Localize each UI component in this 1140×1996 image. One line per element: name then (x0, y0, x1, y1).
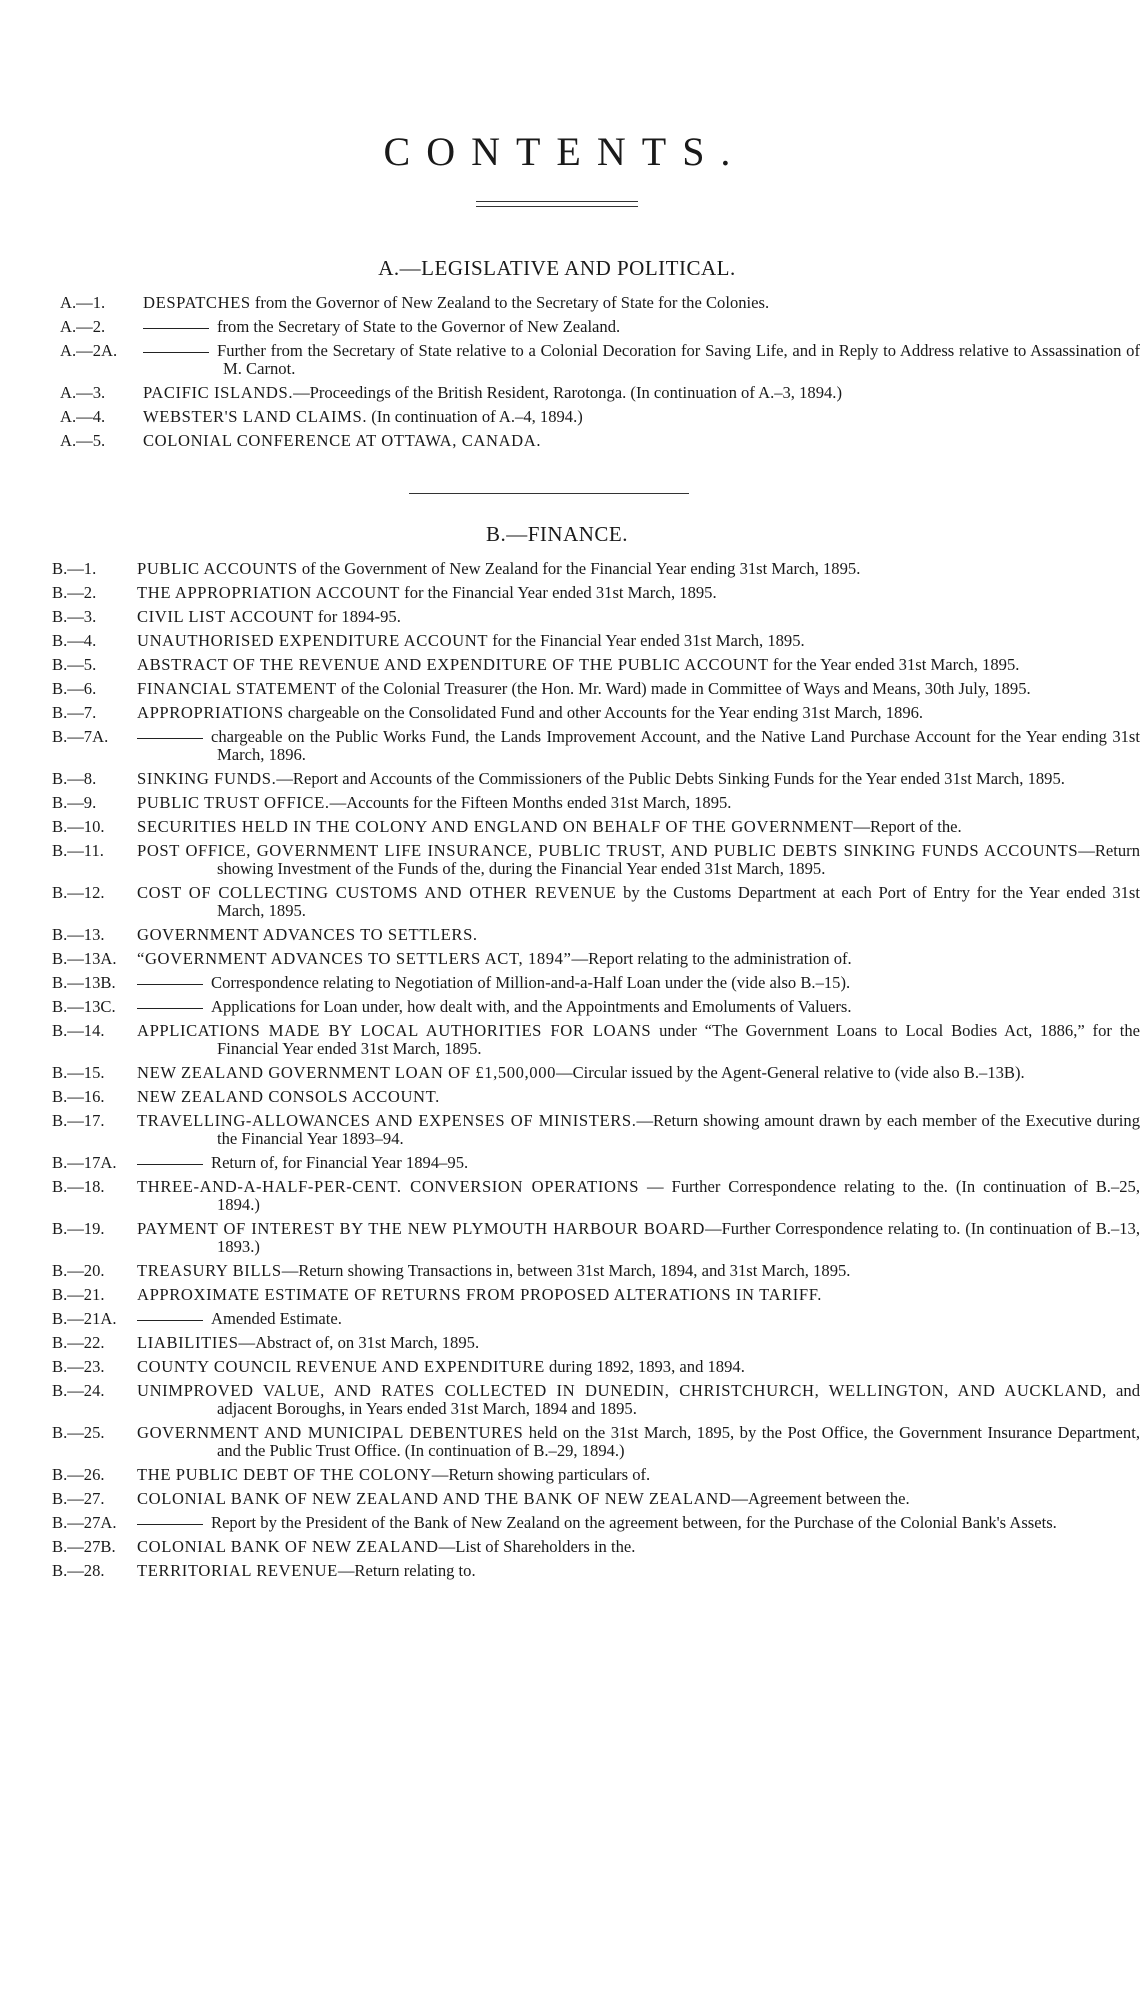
entry-text: —Further Correspondence relating to. (In continuation of B.–13, 1893.) (217, 1219, 1140, 1256)
entry-description (137, 608, 1140, 626)
entry-description (137, 1466, 1140, 1484)
entry-text: —Report relating to the administration of. (571, 949, 852, 968)
ditto-dash (137, 1524, 203, 1525)
ditto-dash (137, 738, 203, 739)
entry-code: B.—20. (52, 1261, 105, 1280)
entry-description (137, 1154, 1140, 1172)
entry-title: GOVERNMENT ADVANCES TO SETTLERS. (137, 925, 478, 944)
ditto-dash (143, 352, 209, 353)
entry-title: NEW ZEALAND GOVERNMENT LOAN OF £1,500,000 (137, 1063, 556, 1082)
entry-code: B.—8. (52, 769, 97, 788)
entry-text: —Return showing particulars of. (431, 1465, 651, 1484)
entry-text: chargeable on the Consolidated Fund and other Accounts for the Year ending 31st March, 1896. (283, 703, 924, 722)
entry-title: TREASURY BILLS (137, 1261, 282, 1280)
entry-description (137, 926, 1140, 944)
entry-title: THE APPROPRIATION ACCOUNT (137, 583, 401, 602)
entry-code: B.—13C. (52, 997, 116, 1016)
entry-code: B.—28. (52, 1561, 105, 1580)
legislative-entries (0, 293, 1140, 456)
entry-title: GOVERNMENT AND MUNICIPAL DEBENTURES (137, 1423, 524, 1442)
entry-description (137, 842, 1140, 878)
entry-description (137, 1358, 1140, 1376)
entry-description (137, 1514, 1140, 1532)
entry-text: Report by the President of the Bank of New Zealand on the agreement between, for the Purchase of the Colonial Bank's Assets. (211, 1513, 1057, 1532)
entry-text: chargeable on the Public Works Fund, the Lands Improvement Account, and the Native Land Purchase Account for the Year ending 31st March, 1896. (211, 727, 1140, 764)
entry-title: UNIMPROVED VALUE, AND RATES COLLECTED IN DUNEDIN, CHRISTCHURCH, WELLINGTON, AND AUCKLAND, (137, 1381, 1107, 1400)
contents-entry (0, 1262, 1114, 1280)
entry-text: —Abstract of, on 31st March, 1895. (238, 1333, 480, 1352)
entry-code: B.—11. (52, 841, 104, 860)
entry-description (137, 950, 1140, 968)
entry-title: COLONIAL CONFERENCE AT OTTAWA, CANADA. (143, 431, 542, 450)
contents-entry (0, 1219, 1140, 1256)
entry-code: B.—26. (52, 1465, 105, 1484)
entry-code: B.—27. (52, 1489, 105, 1508)
entry-text: from the Secretary of State to the Governor of New Zealand. (217, 317, 621, 336)
entry-description (137, 1424, 1140, 1460)
entry-text: —Return showing Investment of the Funds of the, during the Financial Year ended 31st March, 1895. (217, 841, 1140, 878)
entry-code: A.—4. (60, 407, 106, 426)
entry-description (137, 560, 1140, 578)
entry-description (137, 632, 1140, 650)
entry-text: of the Colonial Treasurer (the Hon. Mr. Ward) made in Committee of Ways and Means, 30th July, 1895. (336, 679, 1031, 698)
contents-entry (0, 1286, 1114, 1304)
section-heading-legislative: A.—LEGISLATIVE AND POLITICAL. (378, 256, 736, 280)
entry-code: A.—2A. (60, 341, 118, 360)
entry-code: A.—1. (60, 293, 106, 312)
entry-text: of the Government of New Zealand for the Financial Year ending 31st March, 1895. (297, 559, 861, 578)
entry-title: COUNTY COUNCIL REVENUE AND EXPENDITURE (137, 1357, 545, 1376)
contents-entry (0, 1358, 1114, 1376)
contents-entry (0, 794, 1114, 812)
entry-title: PUBLIC TRUST OFFICE. (137, 793, 330, 812)
section-heading-finance: B.—FINANCE. (485, 522, 628, 546)
entry-title: CIVIL LIST ACCOUNT (137, 607, 314, 626)
entry-code: B.—12. (52, 883, 105, 902)
entry-code: B.—14. (52, 1021, 105, 1040)
entry-description (137, 770, 1140, 788)
contents-entry (0, 384, 1114, 402)
entry-title: UNAUTHORISED EXPENDITURE ACCOUNT (137, 631, 489, 650)
contents-entry (0, 1154, 1114, 1172)
entry-title: NEW ZEALAND CONSOLS ACCOUNT. (137, 1087, 440, 1106)
entry-title: FINANCIAL STATEMENT (137, 679, 337, 698)
page-title: CONTENTS. (383, 129, 747, 174)
contents-entry (0, 560, 1114, 578)
entry-title: PUBLIC ACCOUNTS (137, 559, 298, 578)
entry-code: B.—13B. (52, 973, 116, 992)
entry-code: B.—27B. (52, 1537, 116, 1556)
ditto-dash (137, 1008, 203, 1009)
ditto-dash (137, 1164, 203, 1165)
contents-entry (0, 1381, 1140, 1418)
entry-code: B.—19. (52, 1219, 105, 1238)
contents-entry (0, 841, 1140, 878)
entry-text: during 1892, 1893, and 1894. (544, 1357, 745, 1376)
finance-entries (0, 559, 1140, 1586)
contents-entry (0, 1064, 1114, 1082)
entry-description (137, 1220, 1140, 1256)
contents-entry (0, 770, 1114, 788)
contents-entry (0, 1334, 1114, 1352)
entry-text: Further from the Secretary of State relative to a Colonial Decoration for Saving Life, and in Reply to Address relative to Assassination of M. Carnot. (217, 341, 1140, 378)
entry-text: Return of, for Financial Year 1894–95. (211, 1153, 469, 1172)
entry-code: B.—27A. (52, 1513, 117, 1532)
contents-entry (0, 1466, 1114, 1484)
entry-text: —Return showing Transactions in, between 31st March, 1894, and 31st March, 1895. (281, 1261, 851, 1280)
contents-entry (0, 1490, 1114, 1508)
contents-entry (0, 584, 1114, 602)
entry-text: Amended Estimate. (211, 1309, 342, 1328)
entry-code: B.—17A. (52, 1153, 117, 1172)
contents-entry (0, 998, 1114, 1016)
entry-description (137, 1286, 1140, 1304)
entry-title: COLONIAL BANK OF NEW ZEALAND AND THE BANK OF NEW ZEALAND (137, 1489, 732, 1508)
contents-entry (0, 1423, 1140, 1460)
entry-code: B.—7. (52, 703, 97, 722)
entry-code: B.—23. (52, 1357, 105, 1376)
entry-text: for 1894-95. (313, 607, 401, 626)
entry-description (137, 794, 1140, 812)
entry-text: and adjacent Boroughs, in Years ended 31st March, 1894 and 1895. (217, 1381, 1140, 1418)
entry-code: B.—15. (52, 1063, 105, 1082)
entry-description (137, 818, 1140, 836)
entry-text: Correspondence relating to Negotiation of Million-and-a-Half Loan under the (vide also B.–15). (211, 973, 851, 992)
entry-code: B.—21. (52, 1285, 105, 1304)
entry-description (143, 408, 1140, 426)
contents-entry (0, 950, 1114, 968)
entry-code: B.—13A. (52, 949, 117, 968)
contents-entry (0, 432, 1114, 450)
entry-description (137, 680, 1140, 698)
entry-title: COLONIAL BANK OF NEW ZEALAND (137, 1537, 439, 1556)
entry-text: held on the 31st March, 1895, by the Post Office, the Government Insurance Department, and the Public Trust Office. (In continuation of B.–29, 1894.) (217, 1423, 1140, 1460)
contents-entry (0, 704, 1114, 722)
entry-description (137, 974, 1140, 992)
entry-text: —Report of the. (853, 817, 962, 836)
contents-entry (0, 974, 1114, 992)
contents-entry (0, 1021, 1140, 1058)
entry-text: —List of Shareholders in the. (438, 1537, 636, 1556)
entry-code: A.—2. (60, 317, 106, 336)
entry-code: A.—3. (60, 383, 106, 402)
entry-title: TERRITORIAL REVENUE (137, 1561, 338, 1580)
entry-text: for the Financial Year ended 31st March, 1895. (488, 631, 805, 650)
entry-text: under “The Government Loans to Local Bodies Act, 1886,” for the Financial Year ended 31st March, 1895. (217, 1021, 1140, 1058)
entry-title: APPROXIMATE ESTIMATE OF RETURNS FROM PROPOSED ALTERATIONS IN TARIFF. (137, 1285, 822, 1304)
entry-text: by the Customs Department at each Port of Entry for the Year ended 31st March, 1895. (217, 883, 1140, 920)
entry-text: — Further Correspondence relating to the. (In continuation of B.–25, 1894.) (217, 1177, 1140, 1214)
contents-entry (0, 632, 1114, 650)
entry-description (143, 432, 1140, 450)
entry-description (137, 1310, 1140, 1328)
entry-title: DESPATCHES (143, 293, 251, 312)
entry-code: B.—1. (52, 559, 97, 578)
entry-code: B.—21A. (52, 1309, 117, 1328)
entry-description (137, 1064, 1140, 1082)
entry-text: for the Year ended 31st March, 1895. (768, 655, 1020, 674)
entry-description (137, 656, 1140, 674)
entry-description (137, 1088, 1140, 1106)
contents-entry (0, 408, 1114, 426)
entry-description (143, 318, 1140, 336)
entry-description (137, 1562, 1140, 1580)
entry-title: PACIFIC ISLANDS. (143, 383, 294, 402)
entry-description (143, 294, 1140, 312)
contents-entry (0, 294, 1114, 312)
contents-entry (0, 318, 1114, 336)
entry-title: ABSTRACT OF THE REVENUE AND EXPENDITURE OF THE PUBLIC ACCOUNT (137, 655, 769, 674)
entry-title: COST OF COLLECTING CUSTOMS AND OTHER REVENUE (137, 883, 617, 902)
contents-entry (0, 818, 1114, 836)
contents-entry (0, 608, 1114, 626)
entry-text: —Return relating to. (337, 1561, 476, 1580)
entry-title: “GOVERNMENT ADVANCES TO SETTLERS ACT, 1894” (137, 949, 572, 968)
entry-description (137, 1382, 1140, 1418)
entry-description (137, 884, 1140, 920)
entry-code: B.—24. (52, 1381, 105, 1400)
entry-text: —Proceedings of the British Resident, Rarotonga. (In continuation of A.–3, 1894.) (293, 383, 842, 402)
entry-description (137, 998, 1140, 1016)
entry-title: LIABILITIES (137, 1333, 239, 1352)
entry-text: —Accounts for the Fifteen Months ended 31st March, 1895. (329, 793, 732, 812)
entry-text: —Agreement between the. (731, 1489, 910, 1508)
entry-code: B.—25. (52, 1423, 105, 1442)
entry-title: THREE-AND-A-HALF-PER-CENT. CONVERSION OPERATIONS (137, 1177, 640, 1196)
ditto-dash (137, 984, 203, 985)
entry-text: from the Governor of New Zealand to the Secretary of State for the Colonies. (250, 293, 770, 312)
contents-entry (0, 1111, 1140, 1148)
entry-title: PAYMENT OF INTEREST BY THE NEW PLYMOUTH HARBOUR BOARD (137, 1219, 705, 1238)
contents-entry (0, 883, 1140, 920)
entry-description (137, 1112, 1140, 1148)
entry-description (137, 1334, 1140, 1352)
entry-text: —Circular issued by the Agent-General relative to (vide also B.–13B). (556, 1063, 1025, 1082)
entry-description (137, 1490, 1140, 1508)
entry-text: Applications for Loan under, how dealt with, and the Appointments and Emoluments of Valuers. (211, 997, 852, 1016)
entry-text: —Report and Accounts of the Commissioners of the Public Debts Sinking Funds for the Year ended 31st March, 1895. (276, 769, 1065, 788)
entry-title: POST OFFICE, GOVERNMENT LIFE INSURANCE, PUBLIC TRUST, AND PUBLIC DEBTS SINKING FUNDS ACCOUNTS (137, 841, 1079, 860)
contents-entry (0, 926, 1114, 944)
entry-description (137, 1022, 1140, 1058)
entry-code: B.—17. (52, 1111, 105, 1130)
section-divider (409, 493, 689, 494)
entry-description (137, 1538, 1140, 1556)
entry-code: B.—16. (52, 1087, 105, 1106)
ditto-dash (137, 1320, 203, 1321)
entry-title: WEBSTER'S LAND CLAIMS. (143, 407, 368, 426)
contents-entry (0, 1310, 1114, 1328)
entry-code: B.—3. (52, 607, 97, 626)
entry-title: SECURITIES HELD IN THE COLONY AND ENGLAND ON BEHALF OF THE GOVERNMENT (137, 817, 854, 836)
entry-code: B.—7A. (52, 727, 109, 746)
contents-entry (0, 680, 1114, 698)
entry-code: B.—18. (52, 1177, 105, 1196)
contents-entry (0, 1538, 1114, 1556)
entry-code: B.—4. (52, 631, 97, 650)
title-double-rule (476, 201, 638, 207)
entry-code: B.—5. (52, 655, 97, 674)
contents-entry (0, 1177, 1140, 1214)
contents-entry (0, 1088, 1114, 1106)
entry-code: B.—13. (52, 925, 105, 944)
entry-description (137, 1262, 1140, 1280)
entry-code: A.—5. (60, 431, 106, 450)
entry-text: (In continuation of A.–4, 1894.) (367, 407, 583, 426)
entry-code: B.—6. (52, 679, 97, 698)
contents-entry (0, 1514, 1114, 1532)
entry-description (137, 728, 1140, 764)
entry-title: THE PUBLIC DEBT OF THE COLONY (137, 1465, 432, 1484)
contents-entry (0, 727, 1140, 764)
entry-title: APPROPRIATIONS (137, 703, 284, 722)
entry-description (137, 1178, 1140, 1214)
entry-code: B.—2. (52, 583, 97, 602)
entry-text: for the Financial Year ended 31st March, 1895. (400, 583, 717, 602)
entry-description (137, 704, 1140, 722)
ditto-dash (143, 328, 209, 329)
entry-description (143, 342, 1140, 378)
entry-description (143, 384, 1140, 402)
entry-description (137, 584, 1140, 602)
entry-code: B.—9. (52, 793, 97, 812)
contents-entry (0, 656, 1114, 674)
contents-entry (0, 341, 1140, 378)
entry-code: B.—22. (52, 1333, 105, 1352)
entry-text: —Return showing amount drawn by each member of the Executive during the Financial Year 1893–94. (217, 1111, 1140, 1148)
entry-title: TRAVELLING-ALLOWANCES AND EXPENSES OF MINISTERS. (137, 1111, 637, 1130)
entry-code: B.—10. (52, 817, 105, 836)
entry-title: APPLICATIONS MADE BY LOCAL AUTHORITIES FOR LOANS (137, 1021, 652, 1040)
entry-title: SINKING FUNDS. (137, 769, 277, 788)
contents-entry (0, 1562, 1114, 1580)
